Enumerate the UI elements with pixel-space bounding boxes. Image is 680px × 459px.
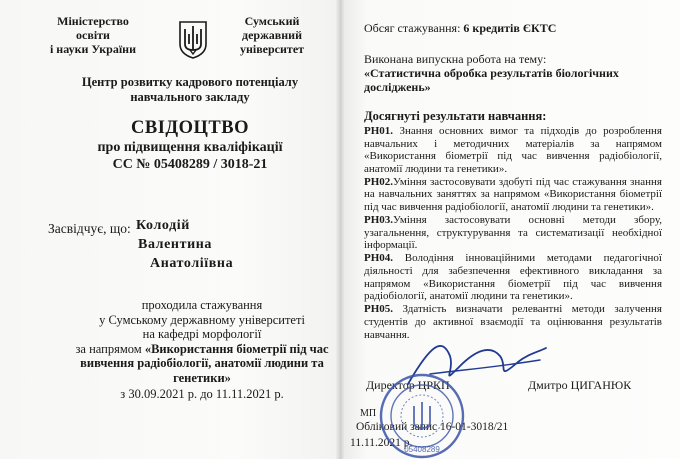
- certificate-purpose: про підвищення кваліфікації: [97, 140, 283, 155]
- director-label: Директор ЦРКП: [366, 378, 450, 392]
- result-item: [364, 252, 662, 302]
- university-line-2: державний: [242, 28, 302, 42]
- results-heading: Досягнуті результати навчання:: [364, 109, 547, 123]
- result-text: Уміння застосовувати здобуті під час стажування знання на навчальних заняттях за напрямом «Використання біометрії під час вивчення радіобіології, анатомії людини та генетики».: [364, 175, 662, 214]
- result-code: РН01.: [364, 125, 394, 137]
- internship-description: [62, 298, 340, 402]
- registration-date: 11.11.2021 р.: [350, 437, 413, 449]
- center-title: [40, 75, 340, 105]
- result-text: Уміння застосовувати основні методи збору, узагальнення, структурування та систематизації необхідної інформації.: [364, 214, 662, 252]
- holder-name: [136, 216, 233, 273]
- result-item: [364, 125, 662, 175]
- result-code: РН03.: [364, 214, 394, 227]
- coat-of-arms-icon: [176, 20, 210, 60]
- ministry-line-3: і науки України: [49, 42, 137, 56]
- holder-first-name: Валентина: [138, 237, 213, 252]
- volume-value: 6 кредитів ЄКТС: [463, 21, 557, 35]
- result-item: [364, 176, 662, 214]
- ministry-line-2: освіти: [76, 28, 110, 42]
- internship-line-2: у Сумському державному університеті: [99, 312, 305, 327]
- director-name: Дмитро ЦИГАНЮК: [528, 378, 632, 392]
- certificate-subtitle: [40, 139, 340, 173]
- results-list: [364, 125, 662, 342]
- volume-label: Обсяг стажування:: [364, 21, 464, 35]
- holder-surname: Колодій: [136, 218, 190, 233]
- certificate-title: СВІДОЦТВО: [131, 118, 249, 138]
- ministry-line-1: Міністерство: [57, 14, 129, 28]
- result-text: Здатність визначати релевантні методи залучення студентів до активної взаємодії та оцінювання результатів навчання.: [364, 303, 662, 341]
- result-code: РН04.: [364, 252, 394, 265]
- center-title-line-2: навчального закладу: [130, 90, 250, 104]
- seal-place-label: МП: [360, 408, 377, 419]
- university-line-3: університет: [239, 42, 305, 56]
- result-text: Знання основних вимог та підходів до розроблення навчальних і методичних матеріалів за напрямом «Використання біометрії під час вивчення радіобіології, анатомії людини та генетики».: [364, 125, 662, 175]
- result-text: Володіння інноваційними методами педагогічної діяльності для забезпечення ефективного викладання за напрямом «Використання біометрії під час вивчення радіобіології, анатомії людини та генетики».: [364, 252, 662, 303]
- official-stamp-icon: [378, 372, 466, 459]
- page-fold: [336, 0, 344, 459]
- ministry-header: [38, 14, 148, 56]
- topic-prefix: за напрямом: [75, 341, 145, 356]
- internship-line-3: на кафедрі морфології: [142, 327, 262, 341]
- result-item: [364, 214, 662, 252]
- certifies-label: Засвідчує, що:: [48, 221, 131, 236]
- internship-dates: з 30.09.2021 р. до 11.11.2021 р.: [120, 387, 284, 401]
- center-title-line-1: Центр розвитку кадрового потенціалу: [81, 75, 299, 89]
- holder-patronymic: Анатоліївна: [150, 256, 234, 271]
- registration-number: Обліковий запис 16-01-3018/21: [356, 421, 509, 433]
- work-title: «Статистична обробка результатів біологічних досліджень»: [364, 66, 619, 94]
- internship-topic: «Використання біометрії під час вивчення радіобіології, анатомії людини та генетики»: [80, 341, 329, 385]
- certificate-number: СС № 05408289 / 3018-21: [112, 157, 268, 172]
- university-header: [222, 14, 322, 56]
- volume-line: [364, 22, 664, 36]
- result-code: РН02.: [364, 175, 394, 188]
- result-code: РН05.: [364, 303, 394, 316]
- internship-line-1: проходила стажування: [141, 298, 263, 312]
- stamp-number: 05408289: [404, 445, 440, 454]
- work-label: Виконана випускна робота на тему:: [364, 52, 547, 66]
- university-line-1: Сумський: [244, 14, 300, 28]
- internship-topic-line: [62, 342, 340, 386]
